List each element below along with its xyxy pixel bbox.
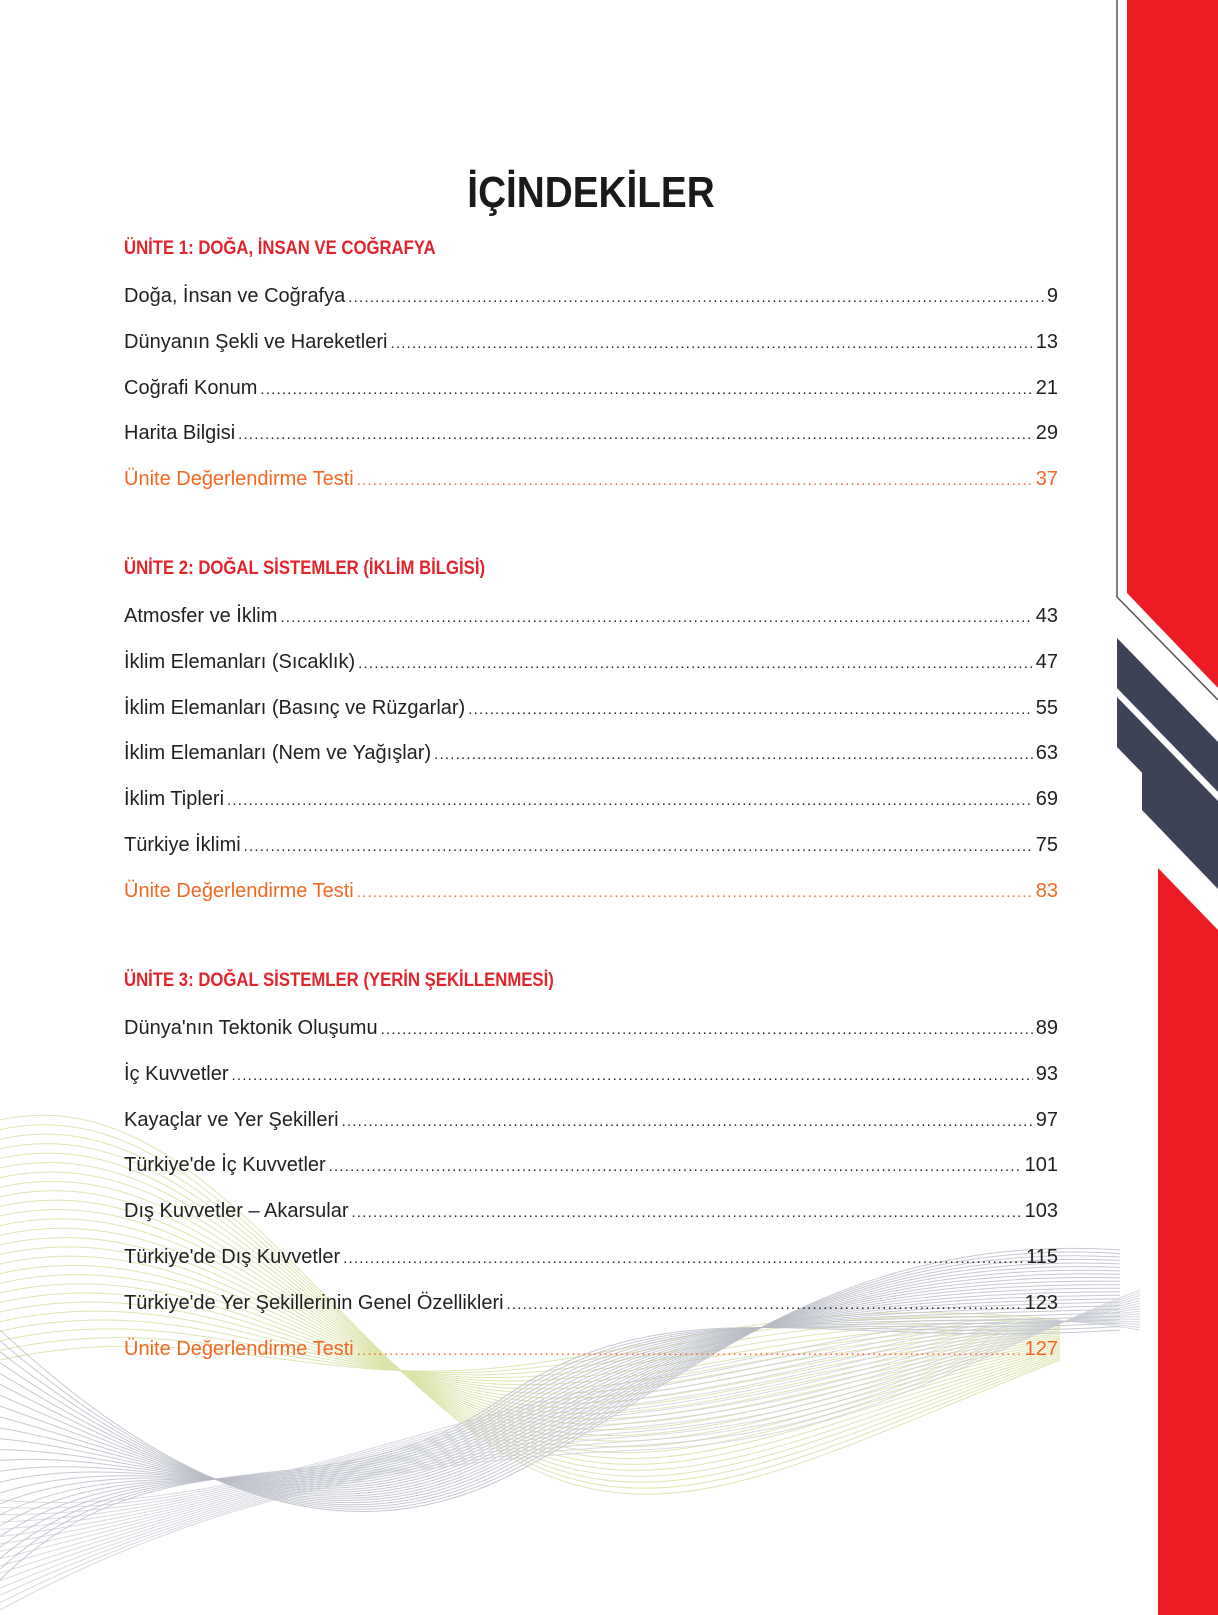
toc-entry-label: Türkiye'de İç Kuvvetler	[124, 1154, 326, 1177]
toc-entry[interactable]	[124, 285, 1058, 311]
toc-entry-page-number: 115	[1026, 1246, 1058, 1268]
dot-leader	[329, 1158, 1022, 1175]
toc-entry-label: Doğa, İnsan ve Coğrafya	[124, 285, 346, 307]
toc-entry-label: Kayaçlar ve Yer Şekilleri	[124, 1108, 339, 1131]
toc-entry-page-number: 89	[1035, 1017, 1058, 1039]
toc-entry-page-number: 9	[1046, 285, 1058, 307]
toc-entry-label: İklim Elemanları (Basınç ve Rüzgarlar)	[124, 696, 466, 719]
dot-leader	[352, 1204, 1022, 1221]
page-title: İÇİNDEKİLER	[467, 168, 715, 217]
toc-entry[interactable]	[124, 422, 1058, 448]
toc-entry-page-number: 47	[1035, 650, 1058, 673]
toc-entry-page-number: 21	[1035, 376, 1058, 399]
toc-entry-label: Ünite Değerlendirme Testi	[124, 879, 354, 902]
toc-entry[interactable]	[124, 651, 1058, 677]
toc-entry-page-number: 75	[1035, 834, 1058, 856]
dot-leader	[348, 289, 1044, 306]
dot-leader	[357, 884, 1033, 901]
dot-leader	[507, 1296, 1022, 1313]
toc-entry-label: Coğrafi Konum	[124, 376, 258, 399]
dot-leader	[468, 701, 1033, 718]
toc-entry[interactable]	[124, 1200, 1058, 1226]
toc-entry-label: İç Kuvvetler	[124, 1062, 229, 1085]
toc-entry-label: Dış Kuvvetler – Akarsular	[124, 1200, 349, 1223]
unit-heading: ÜNİTE 2: DOĞAL SİSTEMLER (İKLİM BİLGİSİ)	[124, 558, 486, 579]
toc-entry-page-number: 93	[1035, 1062, 1058, 1085]
toc-entry[interactable]	[124, 377, 1058, 403]
dot-leader	[260, 381, 1032, 398]
toc-entry[interactable]	[124, 1292, 1058, 1318]
toc-entry-label: İklim Elemanları (Nem ve Yağışlar)	[124, 742, 432, 765]
dot-leader	[434, 746, 1033, 763]
toc-entry-page-number: 97	[1035, 1108, 1058, 1131]
toc-entry-label: Dünya'nın Tektonik Oluşumu	[124, 1017, 378, 1039]
toc-entry-page-number: 69	[1035, 788, 1058, 811]
toc-entry-page-number: 13	[1035, 330, 1058, 353]
toc-entry[interactable]	[124, 834, 1058, 860]
right-side-band	[1117, 0, 1218, 1615]
dot-leader	[231, 1067, 1032, 1084]
toc-entry-label: İklim Tipleri	[124, 788, 225, 811]
toc-entry[interactable]	[124, 331, 1058, 357]
toc-entry[interactable]	[124, 697, 1058, 723]
toc-entry[interactable]	[124, 788, 1058, 814]
dot-leader	[238, 426, 1033, 443]
toc-entry-label: Türkiye'de Dış Kuvvetler	[124, 1246, 341, 1268]
toc-entry-label: Ünite Değerlendirme Testi	[124, 1337, 354, 1360]
toc-entry-label: Dünyanın Şekli ve Hareketleri	[124, 330, 388, 353]
toc-entry-label: Ünite Değerlendirme Testi	[124, 468, 354, 491]
dot-leader	[343, 1250, 1023, 1267]
dot-leader	[342, 1113, 1033, 1130]
dot-leader	[358, 655, 1033, 672]
toc-entry-unit-test[interactable]	[124, 1338, 1058, 1364]
toc-entry[interactable]	[124, 742, 1058, 768]
toc-entry[interactable]	[124, 1246, 1058, 1272]
dot-leader	[244, 838, 1033, 855]
dot-leader	[227, 792, 1033, 809]
unit-heading: ÜNİTE 3: DOĞAL SİSTEMLER (YERİN ŞEKİLLENMESİ)	[124, 970, 554, 991]
toc-entry-page-number: 127	[1024, 1337, 1058, 1360]
toc-entry-page-number: 101	[1024, 1154, 1058, 1177]
toc-entry[interactable]	[124, 605, 1058, 631]
toc-entry[interactable]	[124, 1154, 1058, 1180]
dot-leader	[357, 472, 1033, 489]
toc-entry[interactable]	[124, 1017, 1058, 1043]
toc-entry-page-number: 83	[1035, 879, 1058, 902]
toc-entry[interactable]	[124, 1109, 1058, 1135]
toc-entry-page-number: 103	[1024, 1200, 1058, 1223]
unit-heading: ÜNİTE 1: DOĞA, İNSAN VE COĞRAFYA	[124, 238, 436, 259]
toc-entry-label: Türkiye İklimi	[124, 834, 241, 856]
toc-entry-page-number: 63	[1035, 742, 1058, 765]
dot-leader	[280, 609, 1032, 626]
toc-entry-page-number: 29	[1035, 422, 1058, 445]
toc-entry-page-number: 55	[1035, 696, 1058, 719]
toc-entry-unit-test[interactable]	[124, 880, 1058, 906]
toc-entry[interactable]	[124, 1063, 1058, 1089]
dot-leader	[390, 335, 1032, 352]
toc-entry-unit-test[interactable]	[124, 468, 1058, 494]
toc-entry-label: Atmosfer ve İklim	[124, 605, 278, 627]
toc-entry-page-number: 123	[1024, 1291, 1058, 1314]
toc-entry-label: Türkiye'de Yer Şekillerinin Genel Özellikleri	[124, 1291, 504, 1314]
toc-entry-page-number: 43	[1035, 605, 1058, 627]
toc-entry-label: İklim Elemanları (Sıcaklık)	[124, 650, 356, 673]
dot-leader	[381, 1021, 1033, 1038]
toc-entry-label: Harita Bilgisi	[124, 422, 236, 445]
dot-leader	[357, 1342, 1022, 1359]
toc-entry-page-number: 37	[1035, 468, 1058, 491]
